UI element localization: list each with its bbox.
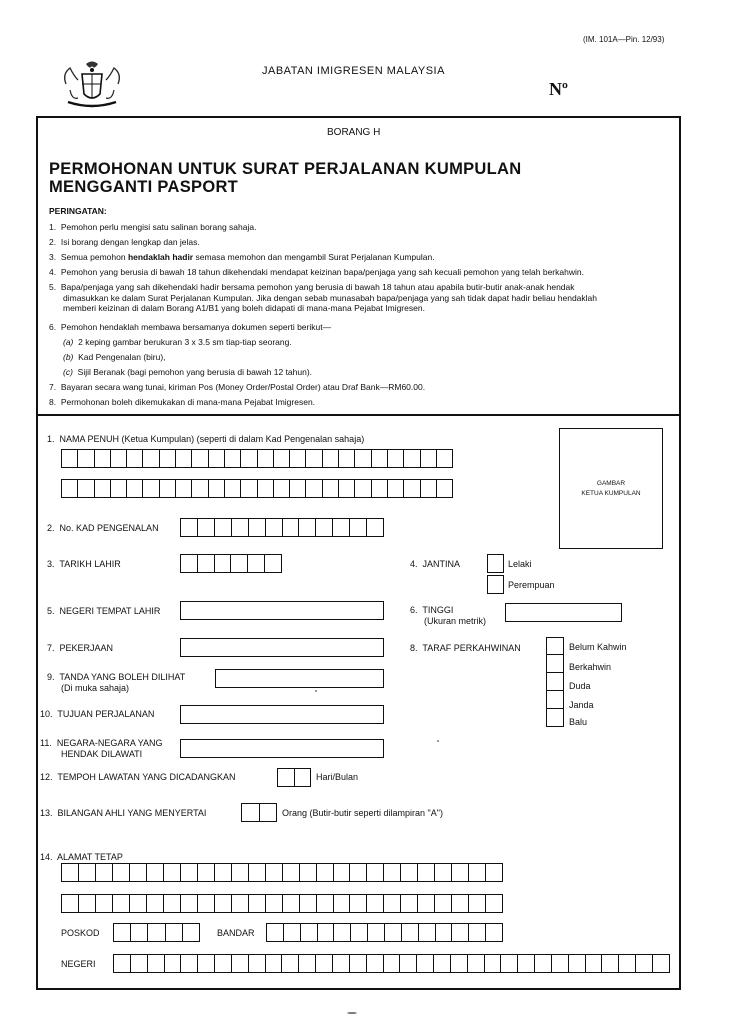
scan-speck (315, 690, 317, 692)
state-of-birth-input[interactable] (180, 601, 384, 620)
marital-married-checkbox[interactable] (546, 655, 564, 673)
marital-widow-checkbox[interactable] (546, 691, 564, 709)
serial-number-label: Nº (549, 79, 568, 99)
photo-label: GAMBAR (596, 480, 626, 488)
marital-married-label: Berkahwin (569, 662, 612, 672)
field-11-label-line2: HENDAK DILAWATI (61, 749, 143, 759)
scan-speck (347, 1012, 357, 1014)
form-subtitle: MENGGANTI PASPORT (49, 178, 239, 196)
height-input[interactable] (505, 603, 622, 622)
marital-single-label: Belum Kahwin (569, 642, 627, 652)
warning-item-7: 7. Bayaran secara wang tunai, kiriman Pos (Money Order/Postal Order) atau Draf Bank—RM60.00. (49, 382, 426, 392)
ic-number-input[interactable] (180, 518, 384, 537)
photo-box[interactable] (559, 428, 663, 549)
state-label: NEGERI (61, 959, 96, 969)
member-count-input[interactable] (241, 803, 277, 822)
warning-item-6: 6. Pemohon hendaklah membawa bersamanya dokumen seperti berikut— (49, 322, 332, 332)
full-name-line-1-input[interactable] (61, 449, 453, 468)
field-9-sublabel: (Di muka sahaja) (61, 683, 130, 693)
field-2-label: 2. No. KAD PENGENALAN (47, 523, 159, 533)
marital-widow-label: Janda (569, 700, 594, 710)
marital-balu-checkbox[interactable] (546, 709, 564, 727)
field-12-label: 12. TEMPOH LAWATAN YANG DICADANGKAN (40, 772, 236, 782)
photo-label-sub: KETUA KUMPULAN (581, 489, 641, 497)
field-11-label: 11. NEGARA-NEGARA YANG (40, 738, 163, 748)
warning-item-2: 2. Isi borang dengan lengkap dan jelas. (49, 237, 200, 247)
travel-purpose-input[interactable] (180, 705, 384, 724)
section-divider (36, 414, 681, 416)
department-name: JABATAN IMIGRESEN MALAYSIA (262, 65, 445, 77)
warning-item-1: 1. Pemohon perlu mengisi satu salinan borang sahaja. (49, 222, 257, 232)
form-code: (IM. 101A—Pin. 12/93) (583, 35, 665, 44)
scan-speck (437, 740, 439, 742)
visit-duration-input[interactable] (277, 768, 311, 787)
marital-widower-checkbox[interactable] (546, 673, 564, 691)
warning-item-5: 5. Bapa/penjaga yang sah dikehendaki hadir bersama pemohon yang berusia di bawah 18 tahun atau apabila butir-butir anak-anak hendak dimasukkan ke dalam Surat Perjalanan Kumpulan. Jika dengan sebab munasabah bapa/penjaga yang sah tidak dapat hadir beliau hendaklah memberi keizinan di dalam Borang A1/B1 yang boleh didapati di mana-mana Pejabat Imigresen. (49, 282, 597, 314)
visible-marks-input[interactable] (215, 669, 384, 688)
marital-single-checkbox[interactable] (546, 637, 564, 655)
warning-item-8: 8. Permohonan boleh dikemukakan di mana-mana Pejabat Imigresen. (49, 397, 316, 407)
full-name-line-2-input[interactable] (61, 479, 453, 498)
form-name: BORANG H (327, 127, 381, 138)
warning-heading: PERINGATAN: (49, 206, 107, 216)
warning-item-6c: (c) Sijil Beranak (bagi pemohon yang berusia di bawah 12 tahun). (63, 367, 313, 377)
field-7-label: 7. PEKERJAAN (47, 643, 114, 653)
field-8-label: 8. TARAF PERKAHWINAN (410, 643, 521, 653)
field-5-label: 5. NEGERI TEMPAT LAHIR (47, 606, 161, 616)
malaysia-crest-icon (60, 60, 124, 110)
field-1-label: 1. NAMA PENUH (Ketua Kumpulan) (seperti di dalam Kad Pengenalan sahaja) (47, 434, 365, 444)
field-13-label: 13. BILANGAN AHLI YANG MENYERTAI (40, 808, 207, 818)
marital-widower-label: Duda (569, 681, 591, 691)
postcode-label: POSKOD (61, 928, 100, 938)
warning-item-6b: (b) Kad Pengenalan (biru), (63, 352, 166, 362)
visit-duration-unit: Hari/Bulan (316, 772, 359, 782)
postcode-input[interactable] (113, 923, 200, 942)
gender-female-label: Perempuan (508, 580, 555, 590)
address-line-1-input[interactable] (61, 863, 503, 882)
occupation-input[interactable] (180, 638, 384, 657)
member-count-note: Orang (Butir-butir seperti dilampiran "A") (282, 808, 443, 818)
city-label: BANDAR (217, 928, 255, 938)
field-10-label: 10. TUJUAN PERJALANAN (40, 709, 155, 719)
field-6-label: 6. TINGGI (410, 605, 454, 615)
field-4-label: 4. JANTINA (410, 559, 461, 569)
date-of-birth-input[interactable] (180, 554, 282, 573)
gender-male-checkbox[interactable] (487, 554, 504, 573)
warning-item-4: 4. Pemohon yang berusia di bawah 18 tahun dikehendaki mendapat keizinan bapa/penjaga yang sah kecuali pemohon yang telah berkahwin. (49, 267, 584, 277)
countries-to-visit-input[interactable] (180, 739, 384, 758)
warning-item-6a: (a) 2 keping gambar berukuran 3 x 3.5 sm tiap-tiap seorang. (63, 337, 292, 347)
state-input[interactable] (113, 954, 670, 973)
gender-female-checkbox[interactable] (487, 575, 504, 594)
field-3-label: 3. TARIKH LAHIR (47, 559, 121, 569)
address-line-2-input[interactable] (61, 894, 503, 913)
field-14-label: 14. ALAMAT TETAP (40, 852, 123, 862)
gender-male-label: Lelaki (508, 559, 532, 569)
city-input[interactable] (266, 923, 503, 942)
field-6-sublabel: (Ukuran metrik) (424, 616, 487, 626)
warning-item-3: 3. Semua pemohon hendaklah hadir semasa memohon dan mengambil Surat Perjalanan Kumpulan. (49, 252, 435, 262)
form-title: PERMOHONAN UNTUK SURAT PERJALANAN KUMPULAN (49, 160, 522, 178)
field-9-label: 9. TANDA YANG BOLEH DILIHAT (47, 672, 186, 682)
marital-balu-label: Balu (569, 717, 588, 727)
